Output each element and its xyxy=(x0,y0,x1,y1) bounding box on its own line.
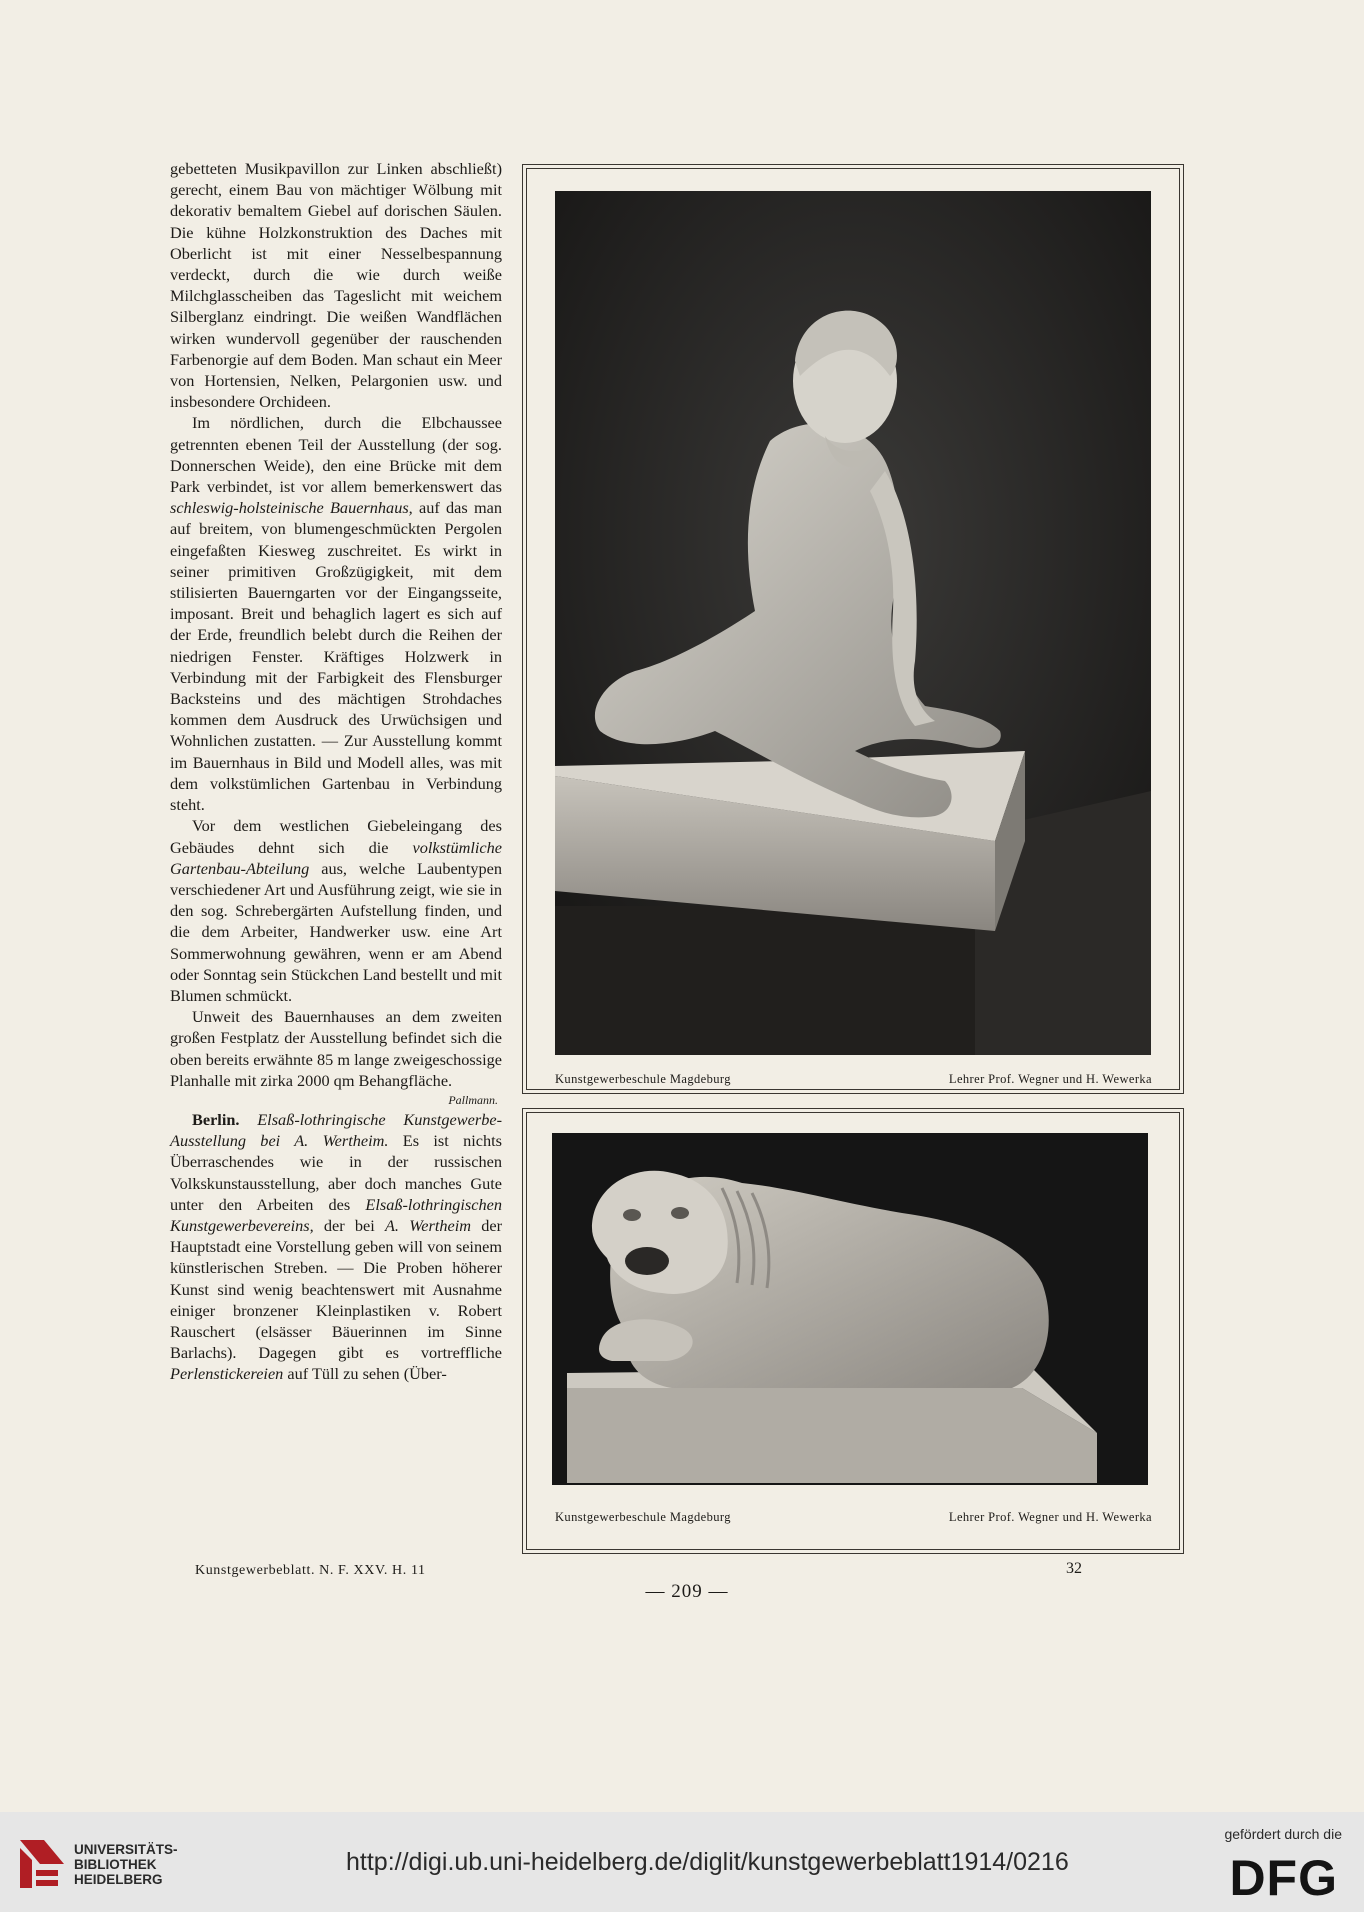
dfg-logo[interactable]: DFG xyxy=(1229,1850,1338,1906)
paragraph-3: Vor dem westlichen Giebeleingang des Gebäudes dehnt sich die volkstümliche Gartenbau-Abteilung aus, welche Laubentypen verschiedener Art und Ausführung zeigt, wie sie in den sog. Schrebergärten Aufstellung finden, und die dem Arbeiter, Handwerker usw. eine Art Sommerwohnung gewähren, wenn er am Abend oder Sonntag sein Stückchen Land bestellt und mit Blumen schmückt. xyxy=(170,816,502,1005)
figure-1-caption-left: Kunstgewerbeschule Magdeburg xyxy=(555,1072,731,1086)
emphasis-bauernhaus: schleswig-holsteinische Bauernhaus, xyxy=(170,498,413,518)
emphasis-gartenbau: volkstümliche Gartenbau-Abteilung xyxy=(170,837,502,878)
paragraph-2: Im nördlichen, durch die Elbchaussee getrennten ebenen Teil der Ausstellung (der sog. Donnerschen Weide), den eine Brücke mit dem Park verbindet, ist vor allem bemerkenswert das schleswig-holsteinische Bauernhaus, auf das man auf breitem, von blumengeschmückten Pergolen eingefaßten Kiesweg zuschreitet. Es wirkt in seiner primitiven Großzügigkeit, mit dem stilisierten Bauerngarten vor der Eingangsseite, imposant. Breit und behaglich lagert es sich auf der Erde, freundlich belebt durch die Reihen der niedrigen Fenster. Kräftiges Holzwerk in Verbindung mit der Farbigkeit des Flensburger Backsteins und des mächtigen Strohdaches kommen dem Ausdruck des Urwüchsigen und Wohnlichen zustatten. — Zur Ausstellung kommt im Bauernhaus in Bild und Modell alles, was mit dem volkstümlichen Gartenbau in Verbindung steht. xyxy=(170,413,502,815)
article-text-column xyxy=(170,158,502,1385)
paragraph-4: Unweit des Bauernhauses an dem zweiten großen Festplatz der Ausstellung befindet sich die oben bereits erwähnte 85 m lange zweigeschossige Planhalle mit zirka 2000 qm Behangfläche. xyxy=(170,1007,502,1090)
library-name[interactable]: UNIVERSITÄTS- BIBLIOTHEK HEIDELBERG xyxy=(74,1842,178,1887)
figure-1-frame xyxy=(526,168,1180,1090)
section-heading-berlin: Berlin. xyxy=(192,1109,240,1129)
funding-label: gefördert durch die xyxy=(1224,1826,1342,1842)
signature-mark: 32 xyxy=(1066,1560,1082,1577)
source-url-link[interactable]: http://digi.ub.uni-heidelberg.de/diglit/kunstgewerbeblatt1914/0216 xyxy=(346,1848,1069,1876)
library-logo-icon[interactable] xyxy=(14,1830,70,1894)
author-signature: Pallmann. xyxy=(448,1092,498,1107)
figure-2-caption-right: Lehrer Prof. Wegner und H. Wewerka xyxy=(948,1510,1152,1524)
figure-1-photo xyxy=(555,191,1151,1055)
digitization-banner xyxy=(0,1812,1364,1912)
figure-2-caption-left: Kunstgewerbeschule Magdeburg xyxy=(555,1510,731,1524)
figure-2-photo xyxy=(552,1133,1148,1485)
paragraph-1: gebetteten Musikpavillon zur Linken abschließt) gerecht, einem Bau von mächtiger Wölbung mit dekorativ bemaltem Giebel auf dorischen Säulen. Die kühne Holzkonstruktion des Daches mit Oberlicht ist mit einer Nesselbespannung verdeckt, durch die wie durch weiße Milchglasscheiben das Tageslicht mit weichem Silberglanz eindringt. Die weißen Wandflächen wirken wundervoll gegenüber der rauschenden Farbenorgie auf dem Boden. Man schaut ein Meer von Hortensien, Nelken, Pelargonien usw. und insbesondere Orchideen. xyxy=(170,159,502,412)
figure-2-frame xyxy=(526,1112,1180,1550)
figure-1-caption-right: Lehrer Prof. Wegner und H. Wewerka xyxy=(948,1072,1152,1086)
paragraph-berlin: Berlin. Elsaß-lothringische Kunstgewerbe-Ausstellung bei A. Wertheim. Es ist nichts Überraschendes wie in der russischen Volkskunstausstellung, aber doch manches Gute unter den Arbeiten des Elsaß-lothringischen Kunstgewerbevereins, der bei A. Wertheim der Hauptstadt eine Vorstellung geben will von seinem künstlerischen Streben. — Die Proben höherer Kunst sind wenig beachtenswert mit Ausnahme einiger bronzener Kleinplastiken v. Robert Rauschert (elsässer Bäuerinnen im Sinne Barlachs). Dagegen gibt es vortreffliche Perlenstickereien auf Tüll zu sehen (Über- xyxy=(170,1109,503,1384)
page-number: — 209 — xyxy=(645,1581,729,1602)
journal-footer: Kunstgewerbeblatt. N. F. XXV. H. 11 xyxy=(195,1563,426,1578)
